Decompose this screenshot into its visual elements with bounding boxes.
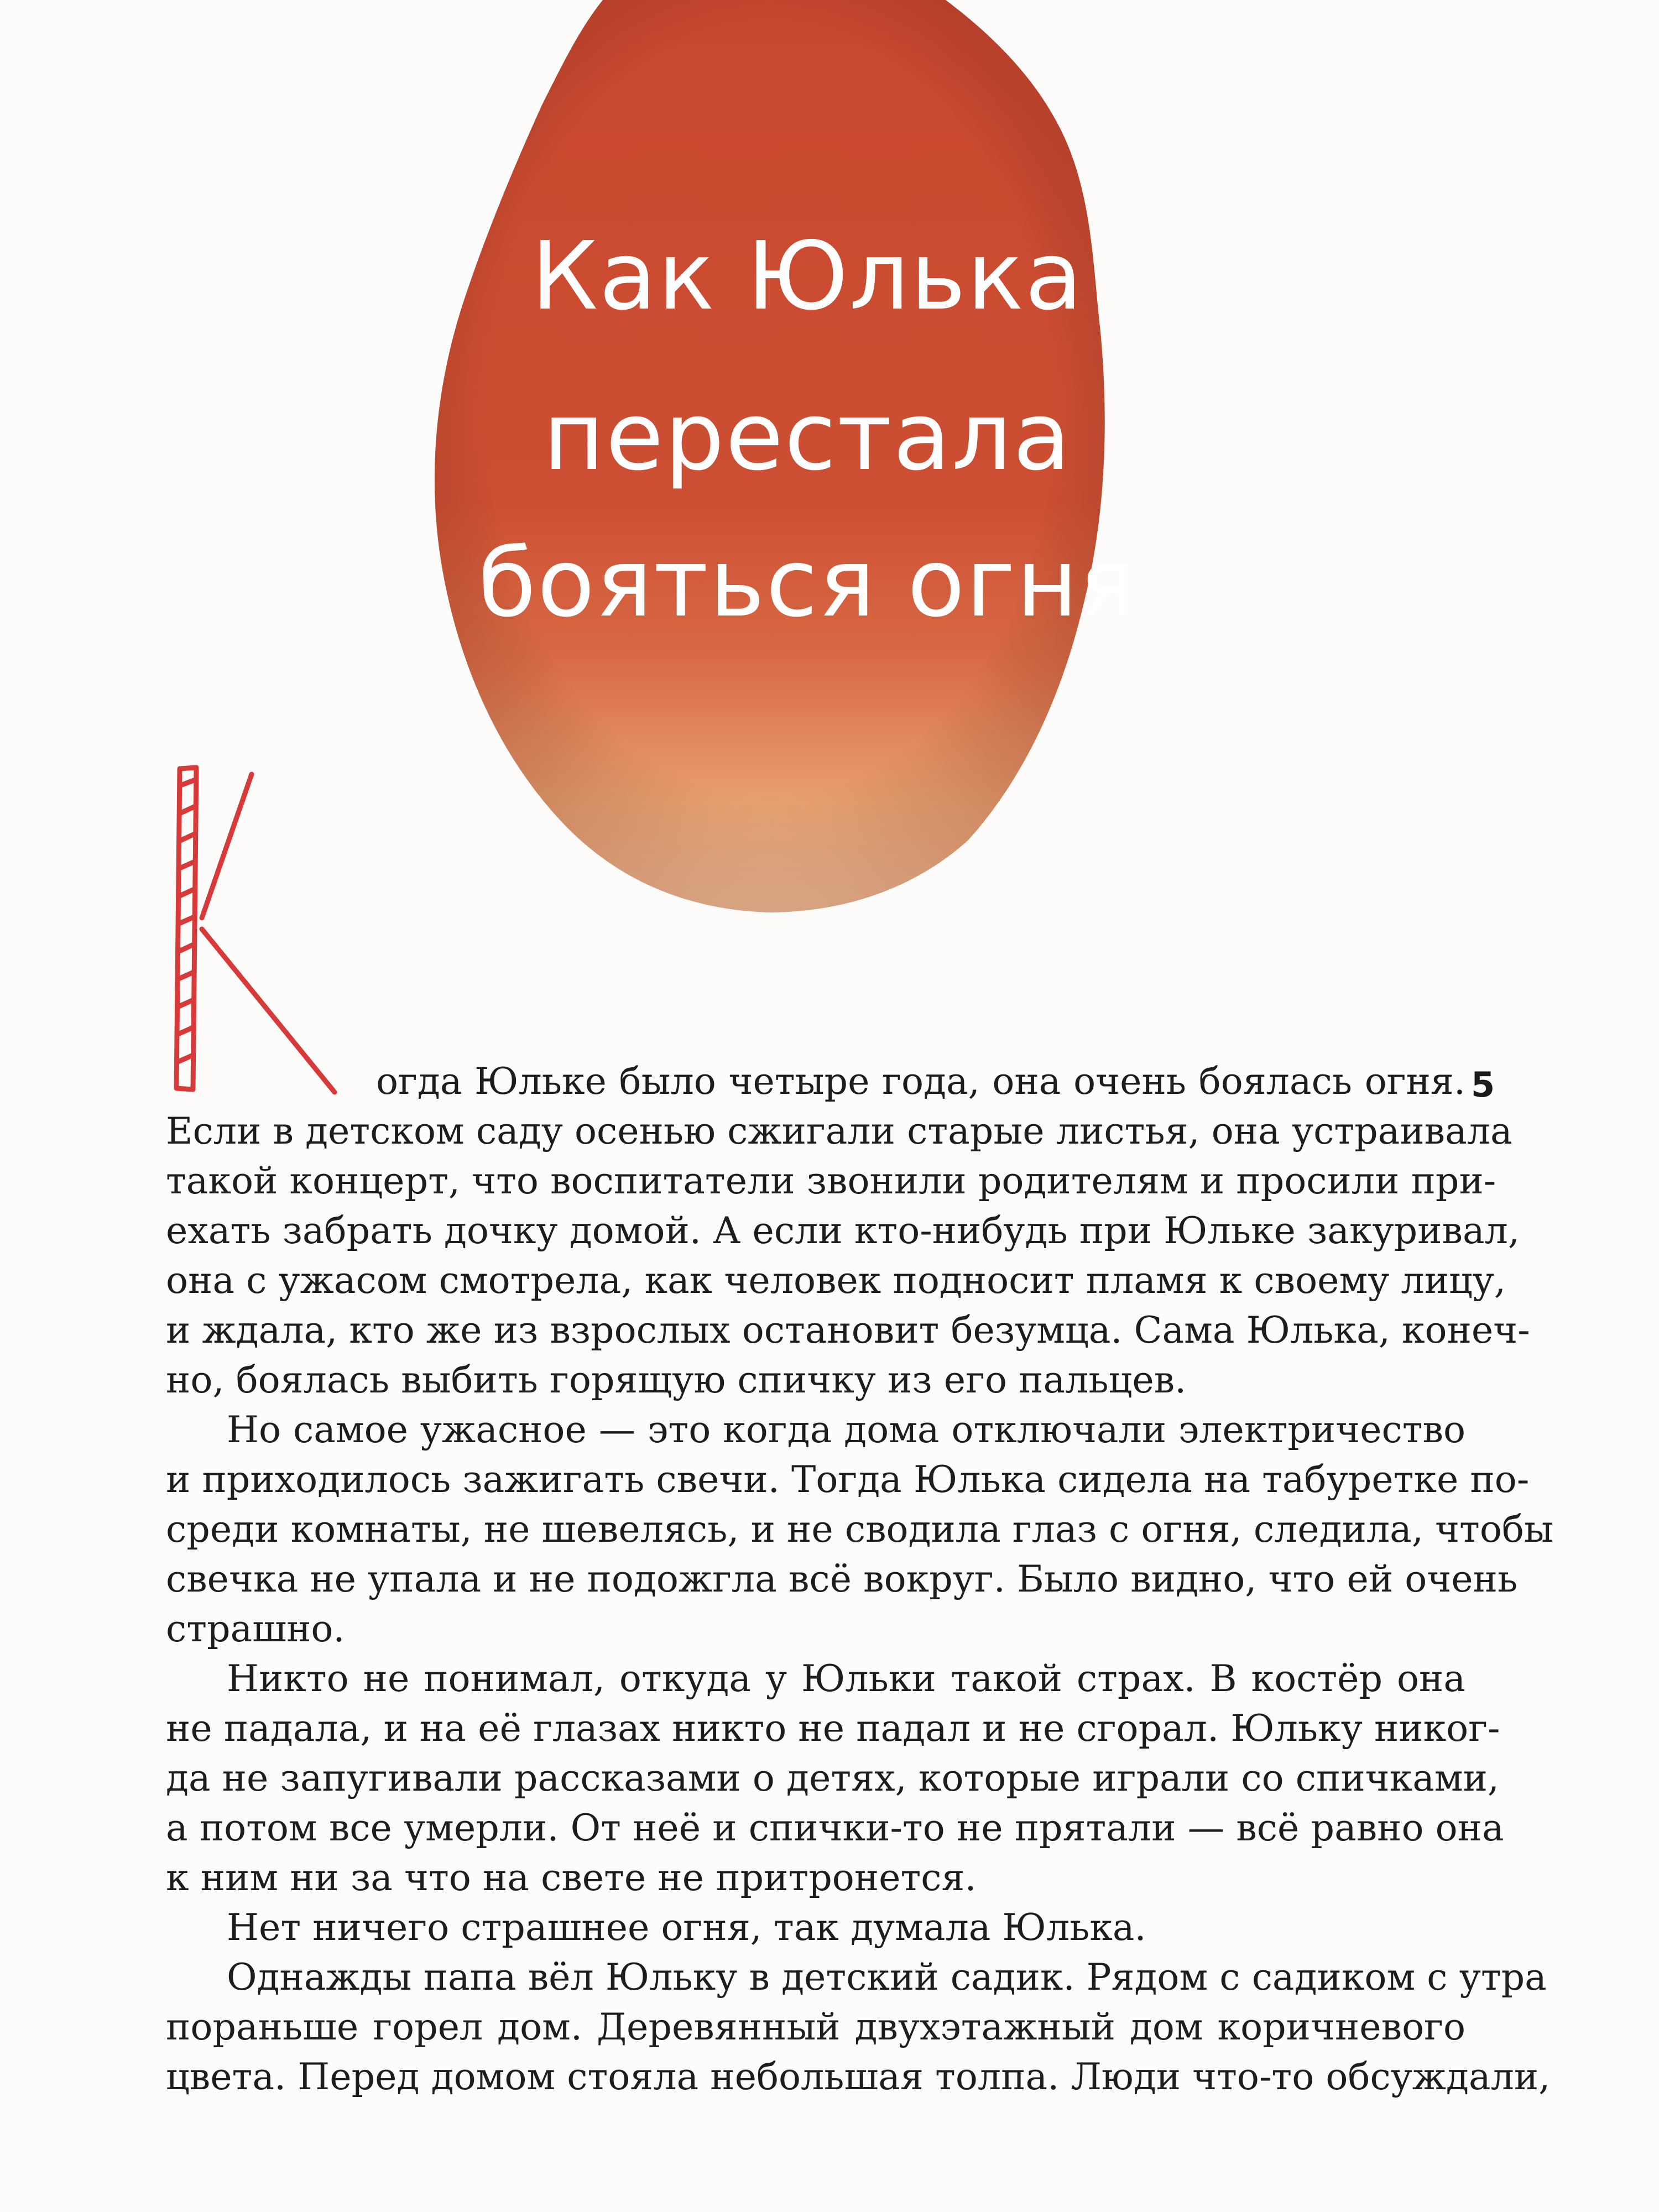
text-line: да не запугивали рассказами о детях, которые играли со спичками,	[166, 1756, 1500, 1799]
text-line: огда Юльке было четыре года, она очень боялась огня.	[376, 1060, 1465, 1103]
text-line: и ждала, кто же из взрослых остановит безумца. Сама Юлька, конеч-	[166, 1308, 1530, 1352]
text-line: она с ужасом смотрела, как человек подносит пламя к своему лицу,	[166, 1259, 1506, 1302]
chapter-title-line-2: перестала	[543, 382, 1072, 492]
drop-cap-letter	[169, 763, 351, 1095]
text-line: Однажды папа вёл Юльку в детский садик. Рядом с садиком с утра	[227, 1955, 1547, 1999]
text-line: пораньше горел дом. Деревянный двухэтажный дом коричневого	[166, 2005, 1465, 2048]
text-line: Но самое ужасное — это когда дома отключали электричество	[227, 1408, 1465, 1451]
text-line: к ним ни за что на свете не притронется.	[166, 1856, 977, 1899]
text-line: такой концерт, что воспитатели звонили родителям и просили при-	[166, 1159, 1496, 1202]
text-line: и приходилось зажигать свечи. Тогда Юлька сидела на табуретке по-	[166, 1458, 1530, 1501]
page-number: 5	[1471, 1065, 1495, 1105]
text-line: ехать забрать дочку домой. А если кто-нибудь при Юльке закуривал,	[166, 1209, 1520, 1252]
text-line: Если в детском саду осенью сжигали старые листья, она устраивала	[166, 1109, 1512, 1152]
chapter-title-line-1: Как Юлька	[531, 222, 1084, 331]
text-line: а потом все умерли. От неё и спички-то не прятали — всё равно она	[166, 1806, 1504, 1849]
text-line: Нет ничего страшнее огня, так думала Юлька.	[227, 1906, 1146, 1949]
text-line: страшно.	[166, 1607, 345, 1650]
text-line: среди комнаты, не шевелясь, и не сводила глаз с огня, следила, чтобы	[166, 1507, 1553, 1551]
text-line: но, боялась выбить горящую спичку из его пальцев.	[166, 1358, 1187, 1401]
text-line: не падала, и на её глазах никто не падал и не сгорал. Юльку никог-	[166, 1707, 1500, 1750]
chapter-title-line-3: бояться огня	[478, 529, 1137, 638]
text-line: свечка не упала и не подожгла всё вокруг. Было видно, что ей очень	[166, 1557, 1518, 1600]
text-line: Никто не понимал, откуда у Юльки такой страх. В костёр она	[227, 1657, 1465, 1700]
text-line: цвета. Перед домом стояла небольшая толпа. Люди что-то обсуждали,	[166, 2055, 1551, 2098]
